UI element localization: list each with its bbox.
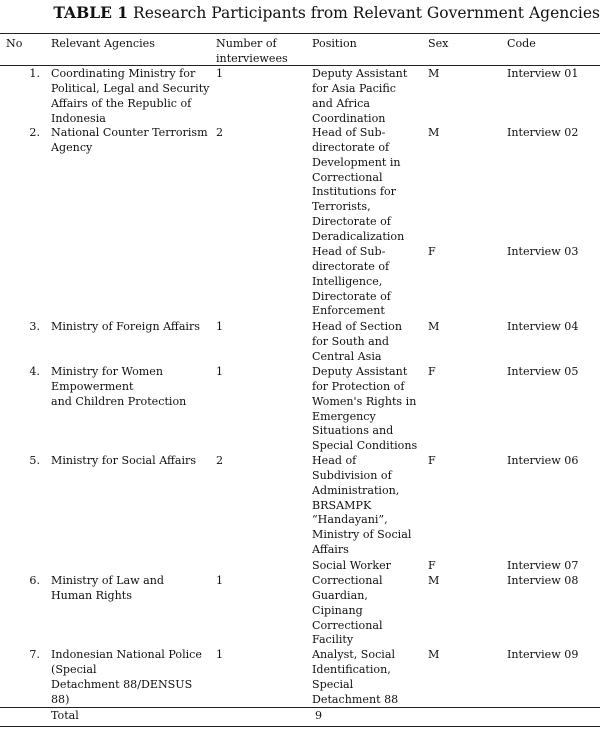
row-position: Deputy Assistant for Protection of Women's Rights in Emergency Situations and Special Conditions [312,365,418,453]
row-position: Analyst, Social Identification, Special Detachment 88 [312,648,399,706]
row-no: 1. [29,67,40,80]
row-position: Correctional Guardian, Cipinang Correctional Facility [312,574,383,647]
table-caption: Research Participants from Relevant Government Agencies [133,4,600,22]
row-agency: National Counter Terrorism Agency [51,126,208,154]
row-position: Deputy Assistant for Asia Pacific and Africa Coordination [312,67,408,125]
row-no: 6. [29,574,40,587]
row-position: Head of Sub- directorate of Intelligence, Directorate of Enforcement [312,245,391,318]
table-label: TABLE 1 [53,3,129,22]
row-sex: M [428,67,440,80]
total-value: 9 [315,709,323,722]
row-code: Interview 09 [507,648,579,661]
row-sex: F [428,365,436,378]
row-no: 4. [29,365,40,378]
row-position: Head of Subdivision of Administration, BRSAMPK “Handayani”, Ministry of Social Affairs [312,454,412,557]
row-number: 1 [216,648,224,661]
total-label: Total [51,709,79,722]
row-code: Interview 03 [507,245,579,258]
row-sex: F [428,245,436,258]
row-code: Interview 05 [507,365,579,378]
header-number: Number of interviewees [216,37,288,65]
header-agency: Relevant Agencies [51,37,155,50]
top-rule [0,33,600,34]
row-no: 3. [29,320,40,333]
row-code: Interview 06 [507,454,579,467]
header-sex: Sex [428,37,449,50]
row-code: Interview 07 [507,559,579,572]
row-sex: M [428,574,440,587]
row-sex: F [428,454,436,467]
row-number: 2 [216,454,224,467]
row-no: 7. [29,648,40,661]
row-code: Interview 01 [507,67,579,80]
row-position: Social Worker [312,559,391,572]
row-agency: Ministry of Foreign Affairs [51,320,200,333]
row-agency: Ministry for Women Empowerment and Children Protection [51,365,187,408]
row-number: 1 [216,67,224,80]
row-no: 5. [29,454,40,467]
row-sex: M [428,126,440,139]
header-code: Code [507,37,536,50]
total-rule [0,707,600,708]
header-no: No [6,37,23,50]
row-code: Interview 08 [507,574,579,587]
table-title [0,3,600,22]
row-code: Interview 04 [507,320,579,333]
row-no: 2. [29,126,40,139]
row-position: Head of Sub- directorate of Development in Correctional Institutions for Terrorists, Directorate of Deradicalization [312,126,405,243]
header-position: Position [312,37,357,50]
row-position: Head of Section for South and Central Asia [312,320,403,363]
bottom-rule [0,726,600,727]
row-number: 1 [216,320,224,333]
row-agency: Indonesian National Police (Special Detachment 88/DENSUS 88) [51,648,202,706]
row-number: 2 [216,126,224,139]
row-agency: Ministry of Law and Human Rights [51,574,165,602]
row-code: Interview 02 [507,126,579,139]
row-sex: M [428,320,440,333]
row-sex: M [428,648,440,661]
header-rule [0,65,600,66]
row-number: 1 [216,365,224,378]
row-agency: Coordinating Ministry for Political, Legal and Security Affairs of the Republic of Indonesia [51,67,210,125]
row-number: 1 [216,574,224,587]
row-sex: F [428,559,436,572]
row-agency: Ministry for Social Affairs [51,454,197,467]
